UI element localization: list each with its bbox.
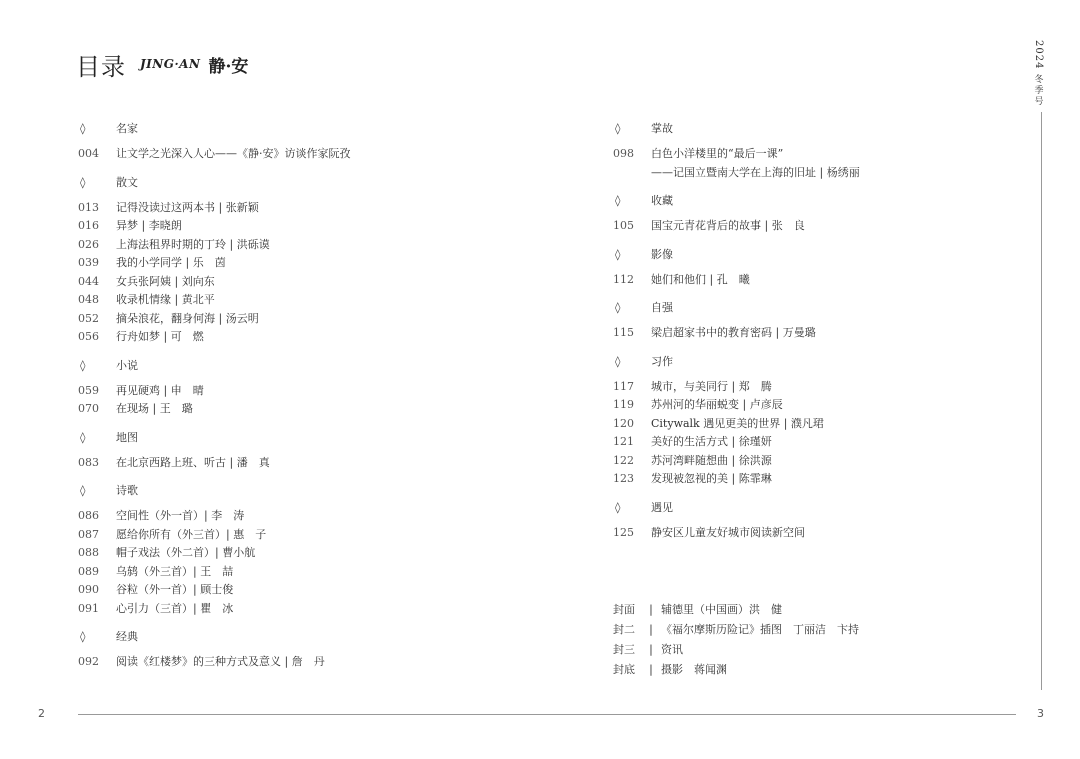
section-spacer bbox=[613, 517, 1013, 524]
section-name: 名家 bbox=[116, 122, 138, 135]
toc-entry[interactable] bbox=[78, 507, 548, 526]
entry-title: 她们和他们 | 孔 曦 bbox=[651, 272, 750, 286]
diamond-icon: ◊ bbox=[80, 430, 86, 444]
toc-entry[interactable] bbox=[78, 328, 548, 347]
section-name: 自强 bbox=[651, 301, 673, 314]
entry-title: 帽子戏法（外二首）| 曹小航 bbox=[116, 546, 256, 559]
page-number-left: 2 bbox=[38, 707, 45, 720]
section-spacer bbox=[613, 138, 1013, 145]
page-number: 044 bbox=[78, 274, 99, 288]
issue-season: 冬 季 号 bbox=[1034, 75, 1044, 108]
toc-entry[interactable] bbox=[613, 433, 1013, 452]
entry-title: 异梦 | 李晓朗 bbox=[116, 219, 182, 232]
page-number-right: 3 bbox=[1037, 707, 1044, 720]
credit-text: 资讯 bbox=[661, 643, 683, 656]
magazine-logo-calligraphy: 静·安 bbox=[208, 56, 249, 77]
toc-entry[interactable] bbox=[78, 145, 548, 164]
toc-column-right bbox=[613, 120, 1013, 542]
credit-row bbox=[613, 600, 859, 620]
toc-title: 目录 bbox=[76, 52, 126, 81]
diamond-icon: ◊ bbox=[80, 122, 86, 135]
entry-title: 苏河湾畔随想曲 | 徐洪源 bbox=[651, 453, 772, 467]
section-name: 遇见 bbox=[651, 500, 673, 514]
section-spacer bbox=[613, 371, 1013, 378]
section-heading bbox=[613, 353, 1013, 371]
toc-entry[interactable] bbox=[78, 581, 548, 600]
section-heading bbox=[78, 357, 548, 375]
section-spacer bbox=[613, 264, 1013, 271]
diamond-icon: ◊ bbox=[80, 175, 86, 189]
toc-entry[interactable] bbox=[78, 254, 548, 273]
toc-entry[interactable] bbox=[78, 400, 548, 419]
entry-title: 行舟如梦 | 可 燃 bbox=[116, 330, 204, 343]
entry-title: 乌鸫（外三首）| 王 喆 bbox=[116, 564, 234, 578]
credit-label: 封二 bbox=[613, 623, 635, 636]
page-number: 121 bbox=[613, 435, 634, 448]
credit-separator: | bbox=[649, 643, 653, 656]
page-number: 026 bbox=[78, 237, 99, 251]
entry-title: 愿给你所有（外三首）| 惠 子 bbox=[116, 527, 267, 541]
toc-entry[interactable] bbox=[78, 544, 548, 563]
section-heading bbox=[78, 120, 548, 138]
section-heading bbox=[78, 482, 548, 500]
toc-entry[interactable] bbox=[613, 378, 1013, 397]
diamond-icon: ◊ bbox=[80, 630, 86, 643]
page-number: 070 bbox=[78, 402, 99, 415]
toc-entry[interactable] bbox=[78, 382, 548, 401]
page-number: 013 bbox=[78, 200, 99, 214]
section-spacer bbox=[78, 192, 548, 199]
toc-entry[interactable] bbox=[613, 470, 1013, 489]
page-number: 087 bbox=[78, 527, 99, 541]
section-spacer bbox=[613, 317, 1013, 324]
section-spacer bbox=[78, 375, 548, 382]
page-number: 125 bbox=[613, 525, 634, 539]
entry-title: 摘朵浪花，翻身何海 | 汤云明 bbox=[116, 311, 259, 325]
diamond-icon: ◊ bbox=[615, 247, 621, 261]
toc-entry[interactable] bbox=[78, 600, 548, 619]
toc-entry[interactable] bbox=[78, 310, 548, 329]
section-spacer bbox=[613, 210, 1013, 217]
page-number: 048 bbox=[78, 293, 99, 306]
section-heading bbox=[613, 120, 1013, 138]
diamond-icon: ◊ bbox=[615, 354, 621, 368]
credit-text: 摄影 蒋闻渊 bbox=[661, 663, 727, 676]
section-name: 掌故 bbox=[651, 122, 673, 135]
entry-title: 发现被忽视的美 | 陈霏琳 bbox=[651, 472, 772, 485]
section-heading bbox=[613, 246, 1013, 264]
toc-entry[interactable] bbox=[78, 199, 548, 218]
page-number: 120 bbox=[613, 416, 634, 430]
section-heading bbox=[78, 174, 548, 192]
toc-entry[interactable] bbox=[78, 653, 548, 672]
toc-entry[interactable] bbox=[78, 454, 548, 473]
section-name: 地图 bbox=[116, 430, 138, 444]
entry-title: 在北京西路上班、听古 | 潘 真 bbox=[116, 455, 270, 469]
diamond-icon: ◊ bbox=[615, 122, 621, 135]
footer-rule bbox=[78, 714, 1016, 715]
cover-credits bbox=[613, 600, 859, 680]
issue-year: 2024 bbox=[1033, 40, 1044, 70]
section-name: 习作 bbox=[651, 354, 673, 368]
toc-entry[interactable] bbox=[613, 415, 1013, 434]
entry-title: 国宝元青花背后的故事 | 张 良 bbox=[651, 219, 805, 232]
toc-column-left bbox=[78, 120, 548, 672]
toc-entry[interactable] bbox=[78, 217, 548, 236]
section-heading bbox=[613, 499, 1013, 517]
toc-entry[interactable] bbox=[613, 396, 1013, 415]
magazine-name-latin: JING·AN bbox=[140, 57, 201, 71]
section-name: 散文 bbox=[116, 175, 138, 189]
page-number: 059 bbox=[78, 383, 99, 397]
entry-title: 谷粒（外一首）| 顾士俊 bbox=[116, 583, 234, 596]
section-name: 收藏 bbox=[651, 194, 673, 207]
page-number: 039 bbox=[78, 256, 99, 269]
section-heading bbox=[78, 628, 548, 646]
page-number: 122 bbox=[613, 453, 634, 467]
page-number: 091 bbox=[78, 601, 99, 615]
toc-entry[interactable] bbox=[613, 217, 1013, 236]
entry-title: 再见硬鸡 | 申 晴 bbox=[116, 383, 204, 397]
diamond-icon: ◊ bbox=[615, 301, 621, 314]
toc-entry[interactable] bbox=[613, 145, 1013, 164]
section-name: 诗歌 bbox=[116, 484, 138, 497]
section-heading bbox=[613, 192, 1013, 210]
page-number: 088 bbox=[78, 546, 99, 559]
page-number: 004 bbox=[78, 147, 99, 160]
section-name: 影像 bbox=[651, 247, 673, 261]
entry-title-continued: ——记国立暨南大学在上海的旧址 | 杨绣丽 bbox=[651, 165, 860, 179]
credit-label: 封面 bbox=[613, 603, 635, 616]
diamond-icon: ◊ bbox=[80, 484, 86, 497]
page-number: 119 bbox=[613, 398, 634, 411]
section-name: 小说 bbox=[116, 358, 138, 372]
page-number: 090 bbox=[78, 583, 99, 596]
page-number: 083 bbox=[78, 455, 99, 469]
entry-title: 心引力（三首）| 瞿 冰 bbox=[116, 601, 234, 615]
page-number: 056 bbox=[78, 330, 99, 343]
credit-text: 《福尔摩斯历险记》插图 丁丽洁 卞持 bbox=[661, 623, 859, 636]
toc-entry[interactable] bbox=[78, 526, 548, 545]
entry-title: Citywalk 遇见更美的世界 | 濮凡珺 bbox=[651, 416, 824, 430]
entry-title: 我的小学同学 | 乐 茵 bbox=[116, 256, 226, 269]
credit-text: 辅德里（中国画）洪 健 bbox=[661, 603, 782, 616]
entry-title: 女兵张阿姨 | 刘向东 bbox=[116, 274, 215, 288]
section-name: 经典 bbox=[116, 630, 138, 643]
vertical-rule bbox=[1041, 112, 1042, 690]
entry-title: 苏州河的华丽蜕变 | 卢彦辰 bbox=[651, 398, 783, 411]
credit-label: 封三 bbox=[613, 643, 635, 656]
entry-title: 静安区儿童友好城市阅读新空间 bbox=[651, 525, 805, 539]
credit-label: 封底 bbox=[613, 663, 635, 676]
diamond-icon: ◊ bbox=[615, 194, 621, 207]
page-number: 123 bbox=[613, 472, 634, 485]
page-number: 117 bbox=[613, 379, 634, 393]
toc-entry[interactable] bbox=[78, 291, 548, 310]
credit-separator: | bbox=[649, 623, 653, 636]
section-heading bbox=[78, 429, 548, 447]
page-number: 115 bbox=[613, 326, 634, 339]
diamond-icon: ◊ bbox=[80, 358, 86, 372]
toc-entry[interactable] bbox=[613, 524, 1013, 543]
section-spacer bbox=[78, 138, 548, 145]
entry-title: 白色小洋楼里的“最后一课” bbox=[651, 147, 784, 160]
entry-title: 空间性（外一首）| 李 涛 bbox=[116, 509, 245, 522]
page-number: 112 bbox=[613, 272, 634, 286]
entry-title: 在现场 | 王 璐 bbox=[116, 402, 193, 415]
section-spacer bbox=[78, 500, 548, 507]
credit-row bbox=[613, 620, 859, 640]
section-spacer bbox=[78, 646, 548, 653]
entry-title: 美好的生活方式 | 徐瑾妍 bbox=[651, 435, 772, 448]
issue-label bbox=[1032, 40, 1046, 108]
toc-entry[interactable] bbox=[613, 452, 1013, 471]
credit-row bbox=[613, 660, 859, 680]
entry-title: 收录机情缘 | 黄北平 bbox=[116, 293, 215, 306]
page-number: 092 bbox=[78, 655, 99, 668]
entry-title: 城市，与美同行 | 郑 腾 bbox=[651, 379, 772, 393]
toc-entry[interactable] bbox=[78, 563, 548, 582]
page-number: 098 bbox=[613, 147, 634, 160]
toc-entry[interactable] bbox=[613, 271, 1013, 290]
page-number: 086 bbox=[78, 509, 99, 522]
section-heading bbox=[613, 299, 1013, 317]
page-number: 105 bbox=[613, 219, 634, 232]
section-spacer bbox=[78, 447, 548, 454]
entry-title: 阅读《红楼梦》的三种方式及意义 | 詹 丹 bbox=[116, 655, 325, 668]
credit-separator: | bbox=[649, 603, 653, 616]
toc-entry[interactable] bbox=[78, 236, 548, 255]
page-number: 052 bbox=[78, 311, 99, 325]
page-number: 089 bbox=[78, 564, 99, 578]
page-number: 016 bbox=[78, 219, 99, 232]
credit-separator: | bbox=[649, 663, 653, 676]
toc-entry[interactable] bbox=[613, 324, 1013, 343]
entry-title: 让文学之光深入人心——《静·安》访谈作家阮孜 bbox=[116, 147, 351, 160]
toc-entry[interactable] bbox=[78, 273, 548, 292]
entry-title: 梁启超家书中的教育密码 | 万曼璐 bbox=[651, 326, 816, 339]
entry-title: 上海法租界时期的丁玲 | 洪砾谟 bbox=[116, 237, 270, 251]
credit-row bbox=[613, 640, 859, 660]
page-header bbox=[76, 46, 248, 82]
entry-title: 记得没读过这两本书 | 张新颖 bbox=[116, 200, 259, 214]
diamond-icon: ◊ bbox=[615, 500, 621, 514]
